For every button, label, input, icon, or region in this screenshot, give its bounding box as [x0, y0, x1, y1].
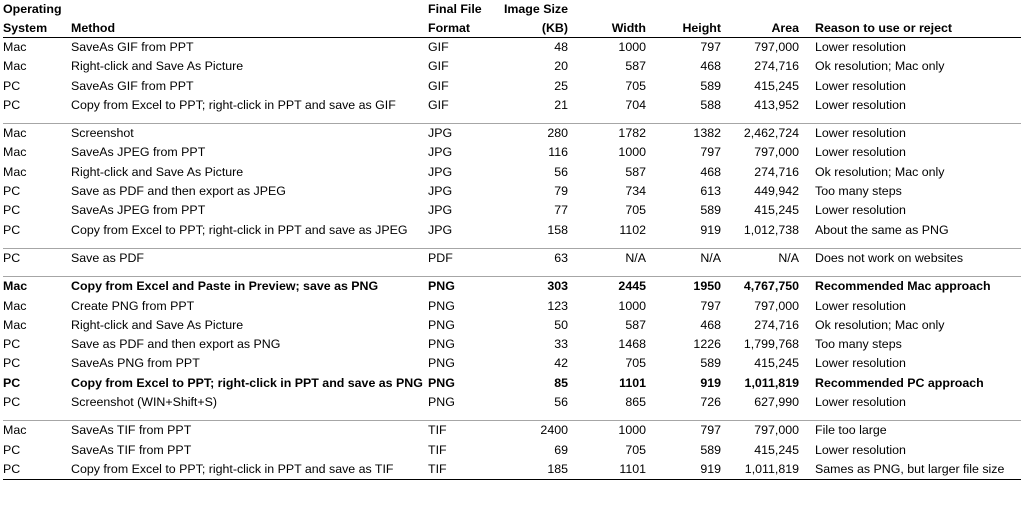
cell-image-size: 25	[554, 78, 568, 93]
cell-image-size: 50	[554, 317, 568, 332]
table-row	[3, 316, 1021, 335]
spacer-cell	[428, 412, 498, 421]
header-method: Method	[71, 19, 428, 38]
cell-width: 2445	[568, 277, 646, 297]
spacer-cell	[646, 240, 721, 249]
cell-method: SaveAs PNG from PPT	[71, 356, 200, 371]
cell-method: Copy from Excel to PPT; right-click in PPT and save as TIF	[71, 460, 428, 480]
cell-image-size: 42	[554, 356, 568, 371]
cell-area: 797,000	[721, 421, 799, 441]
cell-width: 1000	[618, 40, 646, 54]
cell-width: N/A	[568, 248, 646, 268]
cell-image-size: 185	[498, 460, 568, 480]
spacer-cell	[568, 412, 646, 421]
cell-format: GIF	[428, 97, 449, 112]
cell-area: 274,716	[754, 164, 799, 179]
image-export-comparison-table	[3, 0, 1021, 480]
header-row-1	[3, 0, 1021, 19]
table-row	[3, 297, 1021, 316]
cell-reason: Recommended PC approach	[815, 375, 984, 390]
spacer-cell	[498, 240, 568, 249]
cell-reason: Lower resolution	[815, 442, 906, 457]
cell-os: PC	[3, 356, 21, 371]
cell-reason: Lower resolution	[799, 124, 1021, 144]
cell-height: 468	[700, 164, 721, 179]
spacer-cell	[721, 268, 799, 277]
cell-image-size: 85	[554, 375, 568, 390]
cell-reason: Does not work on websites	[799, 248, 1021, 268]
header-width: Width	[568, 19, 646, 38]
cell-height: 919	[646, 460, 721, 480]
cell-os: PC	[3, 222, 21, 237]
cell-method: SaveAs JPEG from PPT	[71, 203, 206, 218]
cell-image-size: 69	[554, 442, 568, 457]
cell-os: Mac	[3, 124, 71, 144]
cell-image-size: 20	[554, 59, 568, 74]
cell-width: 705	[625, 203, 646, 218]
spacer-cell	[799, 268, 1021, 277]
cell-image-size: 79	[554, 184, 568, 199]
cell-reason: Lower resolution	[815, 395, 906, 410]
table-row	[3, 393, 1021, 412]
spacer-cell	[71, 115, 428, 124]
cell-area: 797,000	[754, 145, 799, 160]
spacer-cell	[721, 412, 799, 421]
cell-width: 705	[625, 356, 646, 371]
cell-area: 4,767,750	[721, 277, 799, 297]
cell-reason: File too large	[799, 421, 1021, 441]
spacer-cell	[568, 268, 646, 277]
table-row	[3, 248, 1021, 268]
cell-reason: Too many steps	[815, 184, 902, 199]
header-empty-cell	[568, 0, 646, 19]
spacer-cell	[799, 115, 1021, 124]
spacer-cell	[799, 412, 1021, 421]
cell-width: 587	[625, 317, 646, 332]
cell-image-size: 56	[554, 164, 568, 179]
cell-height: 797	[700, 40, 721, 54]
cell-width: 1000	[618, 298, 646, 313]
cell-format: PNG	[428, 337, 455, 352]
header-format-line1: Final File	[428, 2, 482, 16]
table-row	[3, 57, 1021, 76]
cell-method: Right-click and Save As Picture	[71, 164, 244, 179]
cell-format: TIF	[428, 421, 498, 441]
cell-reason: Sames as PNG, but larger file size	[799, 460, 1021, 480]
cell-height: 589	[700, 442, 721, 457]
table-row	[3, 124, 1021, 144]
cell-area: 415,245	[754, 78, 799, 93]
header-empty-cell	[799, 0, 1021, 19]
cell-reason: About the same as PNG	[815, 222, 949, 237]
cell-os: PC	[3, 97, 21, 112]
header-format-line2: Format	[428, 19, 498, 38]
cell-height: 797	[700, 298, 721, 313]
cell-reason: Recommended Mac approach	[799, 277, 1021, 297]
cell-os: PC	[3, 460, 71, 480]
table-row	[3, 77, 1021, 96]
cell-format: PNG	[428, 277, 498, 297]
cell-area: N/A	[721, 248, 799, 268]
cell-width: 587	[625, 164, 646, 179]
cell-height: 797	[646, 421, 721, 441]
cell-method: Copy from Excel to PPT; right-click in PPT and save as JPEG	[71, 222, 408, 237]
cell-area: 1,799,768	[743, 337, 799, 352]
cell-os: Mac	[3, 59, 27, 74]
cell-area: 415,245	[754, 356, 799, 371]
header-empty-cell	[721, 0, 799, 19]
cell-area: 415,245	[754, 203, 799, 218]
spacer-cell	[3, 115, 71, 124]
cell-height: 588	[700, 97, 721, 112]
cell-method: Right-click and Save As Picture	[71, 59, 244, 74]
cell-format: JPG	[428, 124, 498, 144]
table-row	[3, 143, 1021, 162]
header-empty-cell	[71, 0, 428, 19]
table-row	[3, 163, 1021, 182]
cell-height: 589	[700, 356, 721, 371]
group-spacer	[3, 268, 1021, 277]
spacer-cell	[428, 240, 498, 249]
cell-image-size: 158	[547, 222, 568, 237]
table-row	[3, 374, 1021, 393]
cell-method: Create PNG from PPT	[71, 298, 195, 313]
cell-format: GIF	[428, 40, 449, 54]
cell-area: 797,000	[754, 298, 799, 313]
spacer-cell	[498, 115, 568, 124]
cell-os: Mac	[3, 277, 71, 297]
cell-area: 274,716	[754, 59, 799, 74]
cell-width: 1101	[619, 375, 646, 390]
table-row	[3, 221, 1021, 240]
table-header	[3, 0, 1021, 38]
table-row	[3, 201, 1021, 220]
cell-format: PDF	[428, 248, 498, 268]
cell-method: SaveAs JPEG from PPT	[71, 145, 206, 160]
spacer-cell	[3, 240, 71, 249]
spacer-cell	[568, 240, 646, 249]
spacer-cell	[498, 268, 568, 277]
cell-reason: Lower resolution	[815, 97, 906, 112]
cell-height: 797	[700, 145, 721, 160]
table-row	[3, 354, 1021, 373]
cell-area: 274,716	[754, 317, 799, 332]
cell-os: PC	[3, 203, 21, 218]
cell-format: TIF	[428, 460, 498, 480]
cell-reason: Lower resolution	[815, 203, 906, 218]
spacer-cell	[799, 240, 1021, 249]
cell-format: JPG	[428, 164, 453, 179]
spacer-cell	[568, 115, 646, 124]
group-spacer	[3, 412, 1021, 421]
cell-height: N/A	[646, 248, 721, 268]
cell-area: 449,942	[754, 184, 799, 199]
cell-width: 1000	[618, 145, 646, 160]
cell-height: 919	[700, 222, 721, 237]
table-row	[3, 277, 1021, 297]
spacer-cell	[428, 115, 498, 124]
cell-image-size: 280	[498, 124, 568, 144]
cell-image-size: 2400	[498, 421, 568, 441]
cell-reason: Lower resolution	[815, 40, 906, 54]
header-os-line2: System	[3, 19, 71, 38]
header-row-2	[3, 19, 1021, 38]
cell-area: 1,012,738	[743, 222, 799, 237]
cell-area: 2,462,724	[721, 124, 799, 144]
cell-format: PNG	[428, 356, 455, 371]
cell-height: 468	[700, 59, 721, 74]
cell-height: 468	[700, 317, 721, 332]
cell-height: 1382	[646, 124, 721, 144]
cell-image-size: 48	[554, 40, 568, 54]
cell-format: JPG	[428, 184, 453, 199]
cell-method: SaveAs TIF from PPT	[71, 421, 428, 441]
cell-os: Mac	[3, 40, 27, 54]
header-os-line1: Operating	[3, 2, 62, 16]
cell-width: 865	[625, 395, 646, 410]
cell-os: PC	[3, 248, 71, 268]
cell-method: Screenshot (WIN+Shift+S)	[71, 395, 217, 410]
cell-image-size: 63	[498, 248, 568, 268]
cell-format: TIF	[428, 442, 447, 457]
cell-width: 1000	[568, 421, 646, 441]
table-row	[3, 335, 1021, 354]
cell-image-size: 77	[554, 203, 568, 218]
cell-method: SaveAs GIF from PPT	[71, 40, 194, 54]
header-size-line1: Image Size	[503, 2, 568, 16]
cell-width: 734	[625, 184, 646, 199]
cell-reason: Lower resolution	[815, 78, 906, 93]
cell-height: 1950	[646, 277, 721, 297]
cell-width: 1101	[568, 460, 646, 480]
spacer-cell	[428, 268, 498, 277]
cell-area: 1,011,819	[721, 460, 799, 480]
cell-format: PNG	[428, 298, 455, 313]
cell-width: 704	[625, 97, 646, 112]
cell-image-size: 303	[498, 277, 568, 297]
cell-width: 587	[625, 59, 646, 74]
cell-method: Copy from Excel to PPT; right-click in PPT and save as GIF	[71, 97, 396, 112]
table-row	[3, 421, 1021, 441]
cell-method: Save as PDF and then export as PNG	[71, 337, 281, 352]
cell-reason: Ok resolution; Mac only	[815, 317, 945, 332]
cell-method: Screenshot	[71, 124, 428, 144]
header-area: Area	[721, 19, 799, 38]
cell-format: PNG	[428, 375, 455, 390]
cell-width: 1782	[568, 124, 646, 144]
spacer-cell	[646, 268, 721, 277]
cell-format: GIF	[428, 78, 449, 93]
cell-format: PNG	[428, 395, 455, 410]
cell-os: PC	[3, 78, 21, 93]
group-spacer	[3, 115, 1021, 124]
cell-os: PC	[3, 395, 21, 410]
cell-os: PC	[3, 375, 21, 390]
cell-image-size: 116	[548, 145, 568, 160]
cell-os: Mac	[3, 164, 27, 179]
cell-image-size: 56	[554, 395, 568, 410]
cell-width: 705	[625, 78, 646, 93]
table-row	[3, 38, 1021, 58]
header-reason: Reason to use or reject	[799, 19, 1021, 38]
header-size-line2: (KB)	[498, 19, 568, 38]
spacer-cell	[3, 268, 71, 277]
cell-reason: Too many steps	[815, 337, 902, 352]
cell-os: Mac	[3, 317, 27, 332]
table-row	[3, 441, 1021, 460]
header-height: Height	[646, 19, 721, 38]
cell-os: Mac	[3, 421, 71, 441]
cell-method: SaveAs GIF from PPT	[71, 78, 194, 93]
cell-height: 589	[700, 203, 721, 218]
cell-os: PC	[3, 337, 21, 352]
spacer-cell	[646, 412, 721, 421]
cell-method: Right-click and Save As Picture	[71, 317, 244, 332]
cell-os: PC	[3, 184, 21, 199]
cell-reason: Lower resolution	[815, 145, 906, 160]
spacer-cell	[71, 240, 428, 249]
cell-format: GIF	[428, 59, 449, 74]
cell-format: JPG	[428, 203, 453, 218]
cell-area: 415,245	[754, 442, 799, 457]
cell-height: 919	[700, 375, 721, 390]
spacer-cell	[71, 268, 428, 277]
cell-method: Copy from Excel to PPT; right-click in PPT and save as PNG	[71, 375, 423, 390]
table-row	[3, 460, 1021, 480]
cell-image-size: 21	[554, 97, 568, 112]
cell-method: Copy from Excel and Paste in Preview; save as PNG	[71, 277, 428, 297]
cell-os: Mac	[3, 298, 27, 313]
spacer-cell	[3, 412, 71, 421]
cell-os: PC	[3, 442, 21, 457]
table-row	[3, 182, 1021, 201]
spacer-cell	[498, 412, 568, 421]
spacer-cell	[646, 115, 721, 124]
cell-width: 705	[625, 442, 646, 457]
cell-reason: Ok resolution; Mac only	[815, 164, 945, 179]
cell-area: 413,952	[754, 97, 799, 112]
table-row	[3, 96, 1021, 115]
cell-method: Save as PDF and then export as JPEG	[71, 184, 286, 199]
cell-area: 797,000	[754, 40, 799, 54]
spacer-cell	[721, 240, 799, 249]
cell-height: 726	[700, 395, 721, 410]
cell-area: 1,011,819	[744, 375, 799, 390]
cell-width: 1468	[618, 337, 646, 352]
cell-reason: Lower resolution	[815, 298, 906, 313]
cell-image-size: 123	[547, 298, 568, 313]
table-body	[3, 38, 1021, 480]
cell-format: PNG	[428, 317, 455, 332]
cell-reason: Ok resolution; Mac only	[815, 59, 945, 74]
cell-reason: Lower resolution	[815, 356, 906, 371]
cell-area: 627,990	[754, 395, 799, 410]
cell-os: Mac	[3, 145, 27, 160]
spacer-cell	[721, 115, 799, 124]
cell-width: 1102	[619, 222, 646, 237]
group-spacer	[3, 240, 1021, 249]
cell-method: SaveAs TIF from PPT	[71, 442, 192, 457]
cell-height: 1226	[693, 337, 721, 352]
cell-image-size: 33	[554, 337, 568, 352]
cell-height: 613	[700, 184, 721, 199]
cell-format: JPG	[428, 222, 453, 237]
spacer-cell	[71, 412, 428, 421]
header-empty-cell	[646, 0, 721, 19]
cell-height: 589	[700, 78, 721, 93]
cell-method: Save as PDF	[71, 248, 428, 268]
cell-format: JPG	[428, 145, 453, 160]
